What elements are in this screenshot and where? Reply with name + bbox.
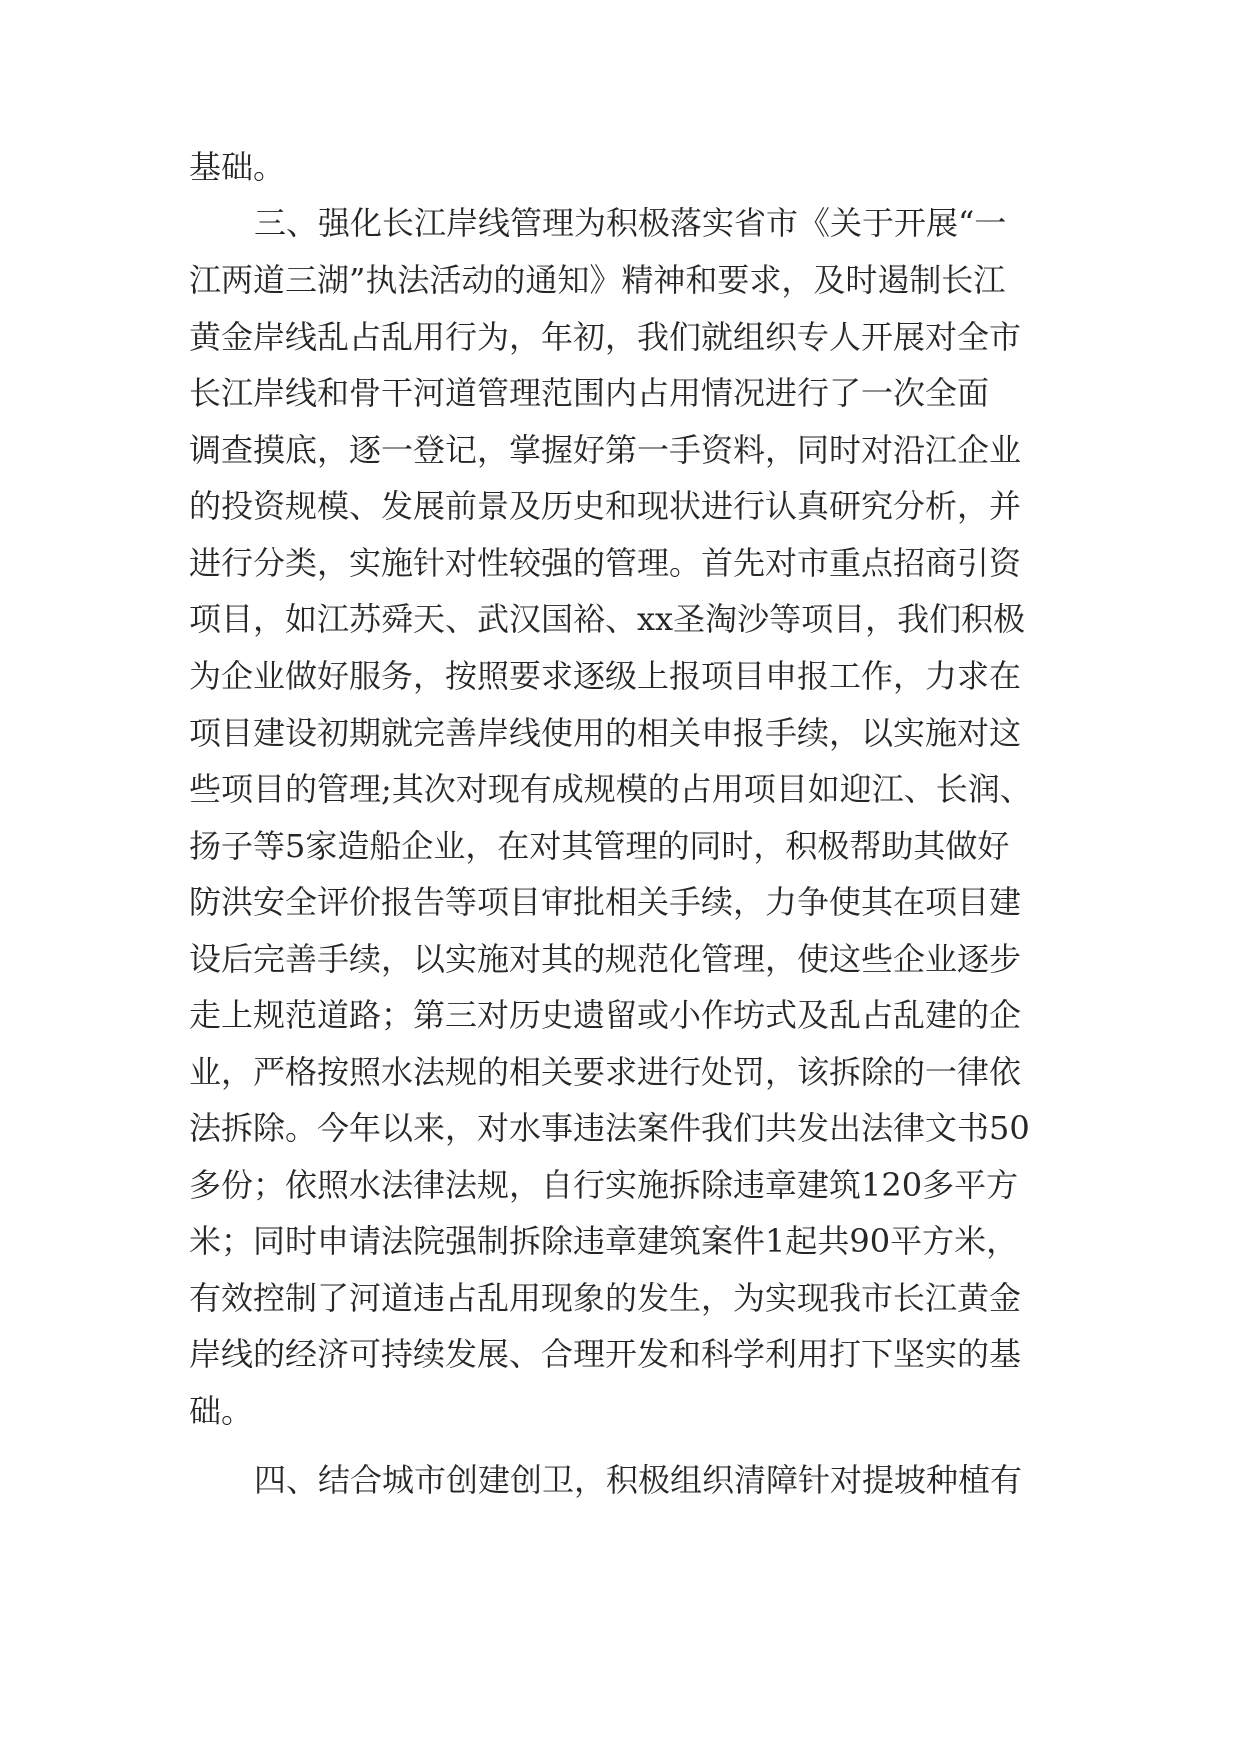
paragraph-line: 为企业做好服务，按照要求逐级上报项目申报工作，力求在 <box>189 657 1022 695</box>
paragraph-line: 黄金岸线乱占乱用行为，年初，我们就组织专人开展对全市 <box>189 318 1022 356</box>
paragraph-line: 扬子等5家造船企业，在对其管理的同时，积极帮助其做好 <box>189 827 1010 865</box>
paragraph-line: 岸线的经济可持续发展、合理开发和科学利用打下坚实的基 <box>189 1335 1022 1373</box>
paragraph-line: 江两道三湖”执法活动的通知》精神和要求，及时遏制长江 <box>189 261 1006 299</box>
paragraph-line: 业，严格按照水法规的相关要求进行处罚，该拆除的一律依 <box>189 1053 1022 1091</box>
paragraph-line: 调查摸底，逐一登记，掌握好第一手资料，同时对沿江企业 <box>189 431 1022 469</box>
paragraph-line: 四、结合城市创建创卫，积极组织清障针对提坡种植有 <box>254 1461 1023 1499</box>
paragraph-line: 走上规范道路；第三对历史遗留或小作坊式及乱占乱建的企 <box>189 996 1022 1034</box>
paragraph-line: 些项目的管理;其次对现有成规模的占用项目如迎江、长润、 <box>189 770 1032 808</box>
paragraph-line: 长江岸线和骨干河道管理范围内占用情况进行了一次全面 <box>189 374 990 412</box>
paragraph-line: 础。 <box>189 1392 254 1430</box>
paragraph-line: 项目建设初期就完善岸线使用的相关申报手续，以实施对这 <box>189 714 1022 752</box>
paragraph-line: 有效控制了河道违占乱用现象的发生，为实现我市长江黄金 <box>189 1279 1022 1317</box>
paragraph-line: 多份；依照水法律法规，自行实施拆除违章建筑120多平方 <box>189 1166 1019 1204</box>
paragraph-line: 设后完善手续，以实施对其的规范化管理，使这些企业逐步 <box>189 940 1022 978</box>
paragraph-line: 的投资规模、发展前景及历史和现状进行认真研究分析，并 <box>189 487 1022 525</box>
paragraph-line: 基础。 <box>189 148 286 186</box>
paragraph-line: 进行分类，实施针对性较强的管理。首先对市重点招商引资 <box>189 544 1022 582</box>
paragraph-line: 法拆除。今年以来，对水事违法案件我们共发出法律文书50 <box>189 1109 1030 1147</box>
paragraph-line: 三、强化长江岸线管理为积极落实省市《关于开展“一 <box>254 204 1007 242</box>
paragraph-line: 米；同时申请法院强制拆除违章建筑案件1起共90平方米， <box>189 1222 1019 1260</box>
paragraph-line: 防洪安全评价报告等项目审批相关手续，力争使其在项目建 <box>189 883 1022 921</box>
paragraph-line: 项目，如江苏舜天、武汉国裕、xx圣淘沙等项目，我们积极 <box>189 600 1026 638</box>
